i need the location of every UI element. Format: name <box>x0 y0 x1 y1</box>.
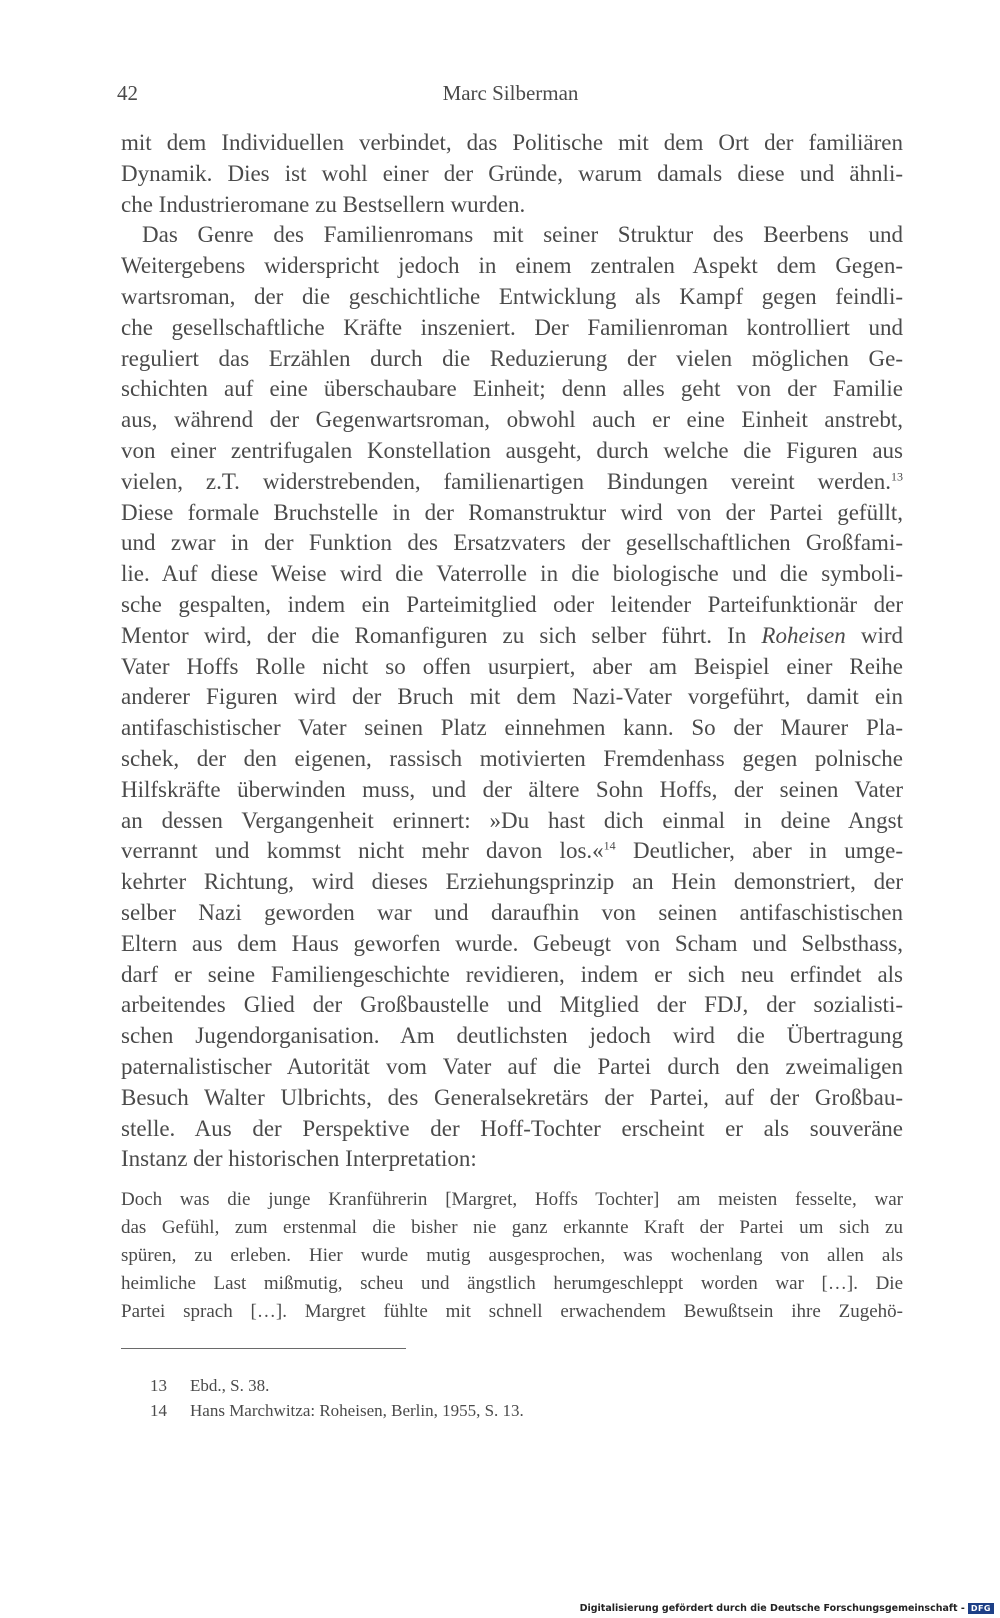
text-line <box>121 621 903 652</box>
text-line: che Industrieromane zu Bestsellern wurden. <box>121 191 526 217</box>
text-line: reguliert das Erzählen durch die Reduzierung der vielen möglichen Ge- <box>121 345 903 371</box>
text-line: Dynamik. Dies ist wohl einer der Gründe, warum damals diese und ähnli- <box>121 160 903 186</box>
text-line: Hilfskräfte überwinden muss, und der ältere Sohn Hoffs, der seinen Vater <box>121 776 903 802</box>
text-line: che gesellschaftliche Kräfte inszeniert. Der Familienroman kontrolliert und <box>121 314 903 340</box>
text-line: anderer Figuren wird der Bruch mit dem Nazi-Vater vorgeführt, damit ein <box>121 684 903 710</box>
footnote-ref-14[interactable]: 14 <box>603 838 616 853</box>
text-line: sche gespalten, indem ein Parteimitglied oder leitender Parteifunktionär der <box>121 591 903 617</box>
block-quote <box>121 1186 903 1326</box>
text-line: darf er seine Familiengeschichte revidieren, indem er sich neu erfindet als <box>121 961 903 987</box>
text-line-part: wird <box>860 622 904 648</box>
digitization-credit <box>580 1601 994 1615</box>
text-line: Diese formale Bruchstelle in der Romanstruktur wird von der Partei gefüllt, <box>121 499 903 525</box>
footnote-divider <box>121 1348 406 1349</box>
text-line: Eltern aus dem Haus geworfen wurde. Gebeugt von Scham und Selbsthass, <box>121 930 903 956</box>
text-line-part: vielen, z.T. widerstrebenden, familienartigen Bindungen vereint werden. <box>121 468 891 494</box>
paragraph-2 <box>121 220 903 1175</box>
text-line: lie. Auf diese Weise wird die Vaterrolle in die biologische und die symboli- <box>121 561 903 587</box>
quote-line: Partei sprach […]. Margret fühlte mit schnell erwachendem Bewußtsein ihre Zugehö- <box>121 1301 903 1322</box>
page-header <box>117 78 904 108</box>
text-line: Instanz der historischen Interpretation: <box>121 1146 477 1172</box>
text-line: mit dem Individuellen verbindet, das Politische mit dem Ort der familiären <box>121 130 903 155</box>
footnotes <box>150 1373 524 1423</box>
text-line-part: Mentor wird, der die Romanfiguren zu sich selber führt. In <box>121 622 747 648</box>
text-line: kehrter Richtung, wird dieses Erziehungsprinzip an Hein demonstriert, der <box>121 869 903 895</box>
text-line: Vater Hoffs Rolle nicht so offen usurpiert, aber am Beispiel einer Reihe <box>121 653 903 679</box>
footnote-ref-13[interactable]: 13 <box>891 469 903 484</box>
text-line: Das Genre des Familienromans mit seiner Struktur des Beerbens und <box>142 222 903 248</box>
text-line: schek, der den eigenen, rassisch motivierten Fremdenhass gegen polnische <box>121 745 903 771</box>
text-line <box>121 467 903 498</box>
italic-title: Roheisen <box>761 622 846 648</box>
text-line: von einer zentrifugalen Konstellation ausgeht, durch welche die Figuren aus <box>121 437 903 463</box>
body-text <box>121 128 903 1175</box>
quote-line: Doch was die junge Kranführerin [Margret, Hoffs Tochter] am meisten fesselte, war <box>121 1189 903 1210</box>
text-line: aus, während der Gegenwartsroman, obwohl auch er eine Einheit anstrebt, <box>121 407 903 433</box>
quote-line: heimliche Last mißmutig, scheu und ängstlich herumgeschleppt worden war […]. Die <box>121 1273 903 1294</box>
footnote-text: Ebd., S. 38. <box>190 1376 270 1395</box>
text-line: antifaschistischer Vater seinen Platz einnehmen kann. So der Maurer Pla- <box>121 715 903 741</box>
footnote-14 <box>150 1398 524 1423</box>
text-line: arbeitendes Glied der Großbaustelle und Mitglied der FDJ, der sozialisti- <box>121 992 903 1018</box>
credit-text: Digitalisierung gefördert durch die Deutsche Forschungsgemeinschaft - <box>579 1602 965 1614</box>
dfg-logo-icon: DFG <box>968 1603 994 1614</box>
text-line: stelle. Aus der Perspektive der Hoff-Tochter erscheint er als souveräne <box>121 1115 903 1141</box>
footnote-text: Hans Marchwitza: Roheisen, Berlin, 1955, S. 13. <box>190 1401 524 1420</box>
footnote-13 <box>150 1373 524 1398</box>
text-line-part: verrannt und kommst nicht mehr davon los.« <box>121 838 604 864</box>
text-line: und zwar in der Funktion des Ersatzvaters der gesellschaftlichen Großfami- <box>121 530 903 556</box>
text-line: paternalistischer Autorität vom Vater auf die Partei durch den zweimaligen <box>121 1053 903 1079</box>
quote-line: spüren, zu erleben. Hier wurde mutig ausgesprochen, was wochenlang von allen als <box>121 1245 903 1266</box>
footnote-number: 14 <box>150 1401 167 1420</box>
paragraph-1 <box>121 128 903 220</box>
text-line: schen Jugendorganisation. Am deutlichsten jedoch wird die Übertragung <box>121 1023 903 1049</box>
text-line: selber Nazi geworden war und daraufhin von seinen antifaschistischen <box>121 899 903 925</box>
text-line-part: Deutlicher, aber in umge- <box>632 838 903 864</box>
text-line: Weitergebens widerspricht jedoch in einem zentralen Aspekt dem Gegen- <box>121 253 903 279</box>
quote-line: das Gefühl, zum erstenmal die bisher nie ganz erkannte Kraft der Partei um sich zu <box>121 1217 903 1238</box>
text-line: Besuch Walter Ulbrichts, des Generalsekretärs der Partei, auf der Großbau- <box>121 1084 903 1110</box>
text-line: wartsroman, der die geschichtliche Entwicklung als Kampf gegen feindli- <box>121 283 903 309</box>
text-line <box>121 836 903 867</box>
text-line: an dessen Vergangenheit erinnert: »Du hast dich einmal in deine Angst <box>121 807 903 833</box>
text-line: schichten auf eine überschaubare Einheit; denn alles geht von der Familie <box>121 376 903 402</box>
running-head: Marc Silberman <box>442 81 579 105</box>
page-number: 42 <box>117 81 138 105</box>
footnote-number: 13 <box>150 1376 167 1395</box>
